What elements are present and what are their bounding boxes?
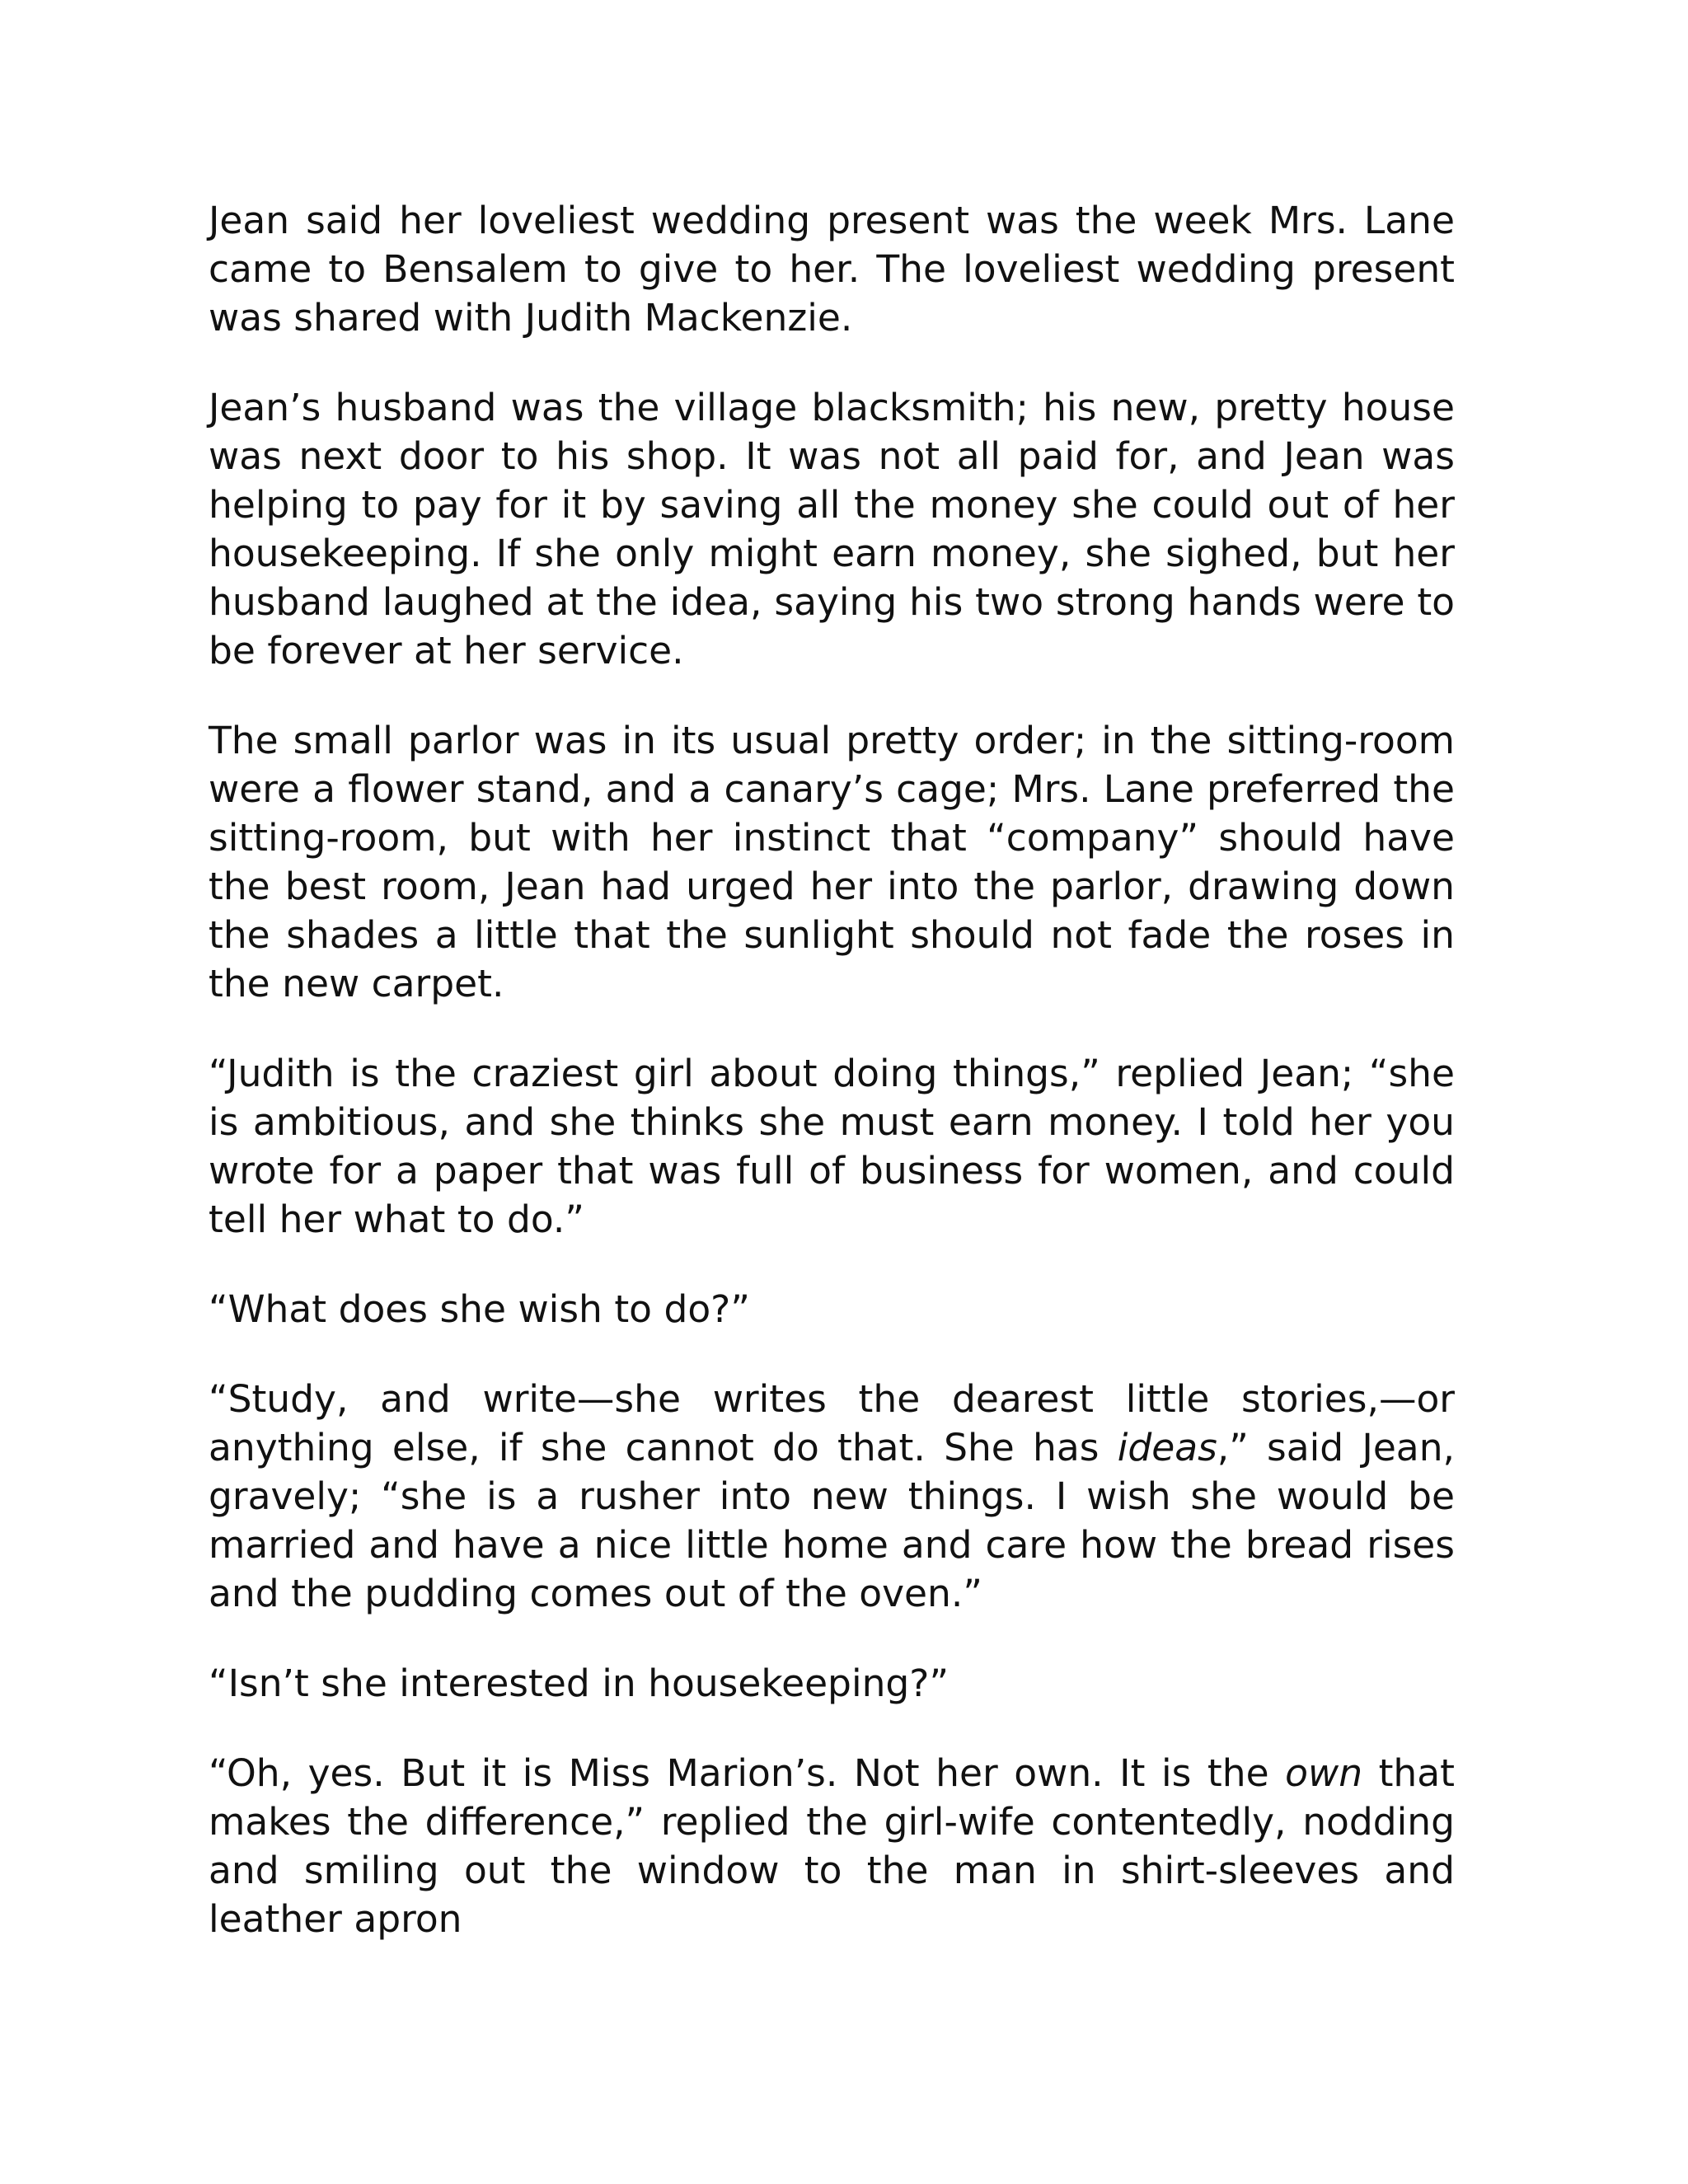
paragraph [209, 196, 1455, 342]
paragraph-text: “What does she wish to do?” [209, 1287, 750, 1331]
paragraph-text: ,” said Jean, gravely; “she is a rusher into new things. I wish she would be married and have a nice little home and care how the bread rises and the pudding comes out of the oven.” [209, 1426, 1455, 1615]
paragraph [209, 383, 1455, 675]
paragraph-text: that makes the difference,” replied the girl-wife contentedly, nodding and smiling out the window to the man in shirt-sleeves and leather apron [209, 1751, 1455, 1941]
paragraph-text: “Oh, yes. But it is Miss Marion’s. Not her own. It is the [209, 1751, 1286, 1795]
paragraph-text: The small parlor was in its usual pretty order; in the sitting-room were a flower stand, and a canary’s cage; Mrs. Lane preferred the sitting-room, but with her instinct that “company” should have the best room, Jean had urged her into the parlor, drawing down the shades a little that the sunlight should not fade the roses in the new carpet. [209, 719, 1455, 1005]
paragraph-text: Jean said her loveliest wedding present was the week Mrs. Lane came to Bensalem to give to her. The loveliest wedding present was shared with Judith Mackenzie. [209, 199, 1455, 340]
paragraph-text: “Study, and write—she writes the dearest little stories,—or anything else, if she cannot do that. She has [209, 1377, 1455, 1469]
paragraph [209, 716, 1455, 1008]
paragraph [209, 1659, 1455, 1708]
italic-word: ideas [1117, 1426, 1217, 1469]
paragraph-text: “Isn’t she interested in housekeeping?” [209, 1661, 950, 1705]
italic-word: own [1285, 1751, 1363, 1795]
paragraph [209, 1285, 1455, 1333]
paragraph [209, 1049, 1455, 1244]
paragraph-text: Jean’s husband was the village blacksmith; his new, pretty house was next door to his shop. It was not all paid for, and Jean was helping to pay for it by saving all the money she could out of her housekeeping. If she only might earn money, she sighed, but her husband laughed at the idea, saying his two strong hands were to be forever at her service. [209, 386, 1455, 673]
paragraph [209, 1749, 1455, 1943]
paragraph [209, 1375, 1455, 1618]
paragraph-text: “Judith is the craziest girl about doing things,” replied Jean; “she is ambitious, and she thinks she must earn money. I told her you wrote for a paper that was full of business for women, and could tell her what to do.” [209, 1052, 1455, 1241]
body-text [209, 196, 1455, 1943]
